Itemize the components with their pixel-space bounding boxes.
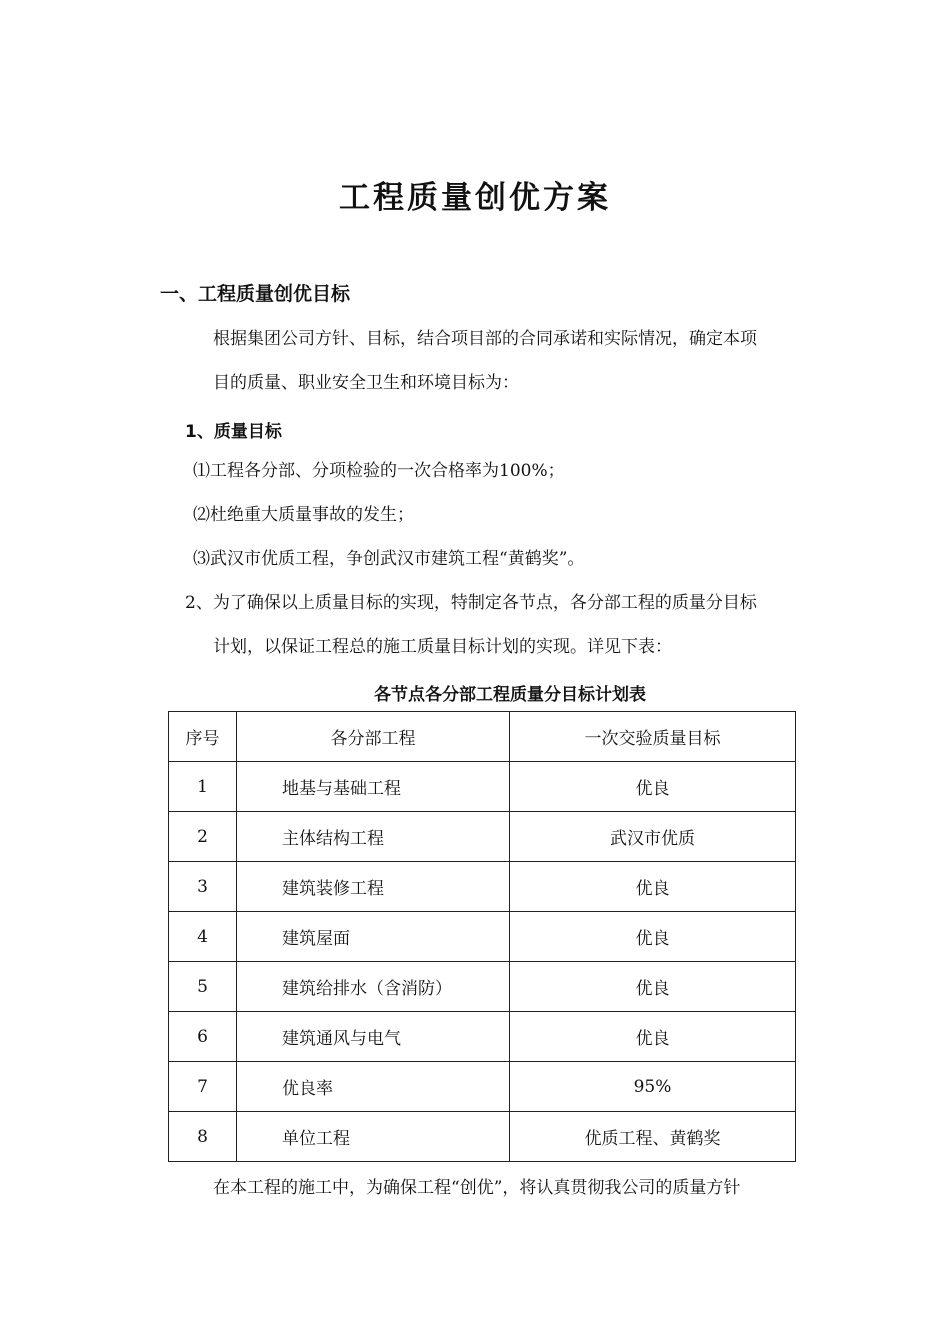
table-row — [169, 1112, 796, 1162]
intro-paragraph-line-1: 根据集团公司方针、目标，结合项目部的合同承诺和实际情况，确定本项 — [213, 329, 757, 349]
table-row — [169, 812, 796, 862]
closing-paragraph-line: 在本工程的施工中，为确保工程“创优”，将认真贯彻我公司的质量方针 — [213, 1178, 741, 1198]
table-header-row — [169, 712, 796, 762]
quality-goals-heading: 1、质量目标 — [185, 422, 282, 442]
table-row — [169, 912, 796, 962]
row-goal: 武汉市优质 — [510, 812, 796, 862]
table-title: 各节点各分部工程质量分目标计划表 — [374, 685, 646, 705]
intro-paragraph-line-2: 目的质量、职业安全卫生和环境目标为： — [213, 373, 519, 393]
table-row — [169, 1012, 796, 1062]
row-goal: 优良 — [510, 1012, 796, 1062]
table-row — [169, 1062, 796, 1112]
header-goal: 一次交验质量目标 — [510, 712, 796, 762]
row-index: 7 — [169, 1062, 237, 1112]
quality-goal-item-2: ⑵杜绝重大质量事故的发生； — [193, 505, 414, 525]
row-goal: 优良 — [510, 762, 796, 812]
row-section: 建筑通风与电气 — [237, 1012, 510, 1062]
quality-goal-item-1: ⑴工程各分部、分项检验的一次合格率为100%； — [193, 461, 565, 481]
row-section: 建筑屋面 — [237, 912, 510, 962]
section-heading: 一、工程质量创优目标 — [160, 283, 351, 305]
row-index: 4 — [169, 912, 237, 962]
row-index: 3 — [169, 862, 237, 912]
quality-goal-item-3: ⑶武汉市优质工程，争创武汉市建筑工程“黄鹤奖”。 — [193, 549, 585, 569]
plan-paragraph-line-2: 计划，以保证工程总的施工质量目标计划的实现。详见下表： — [213, 637, 672, 657]
row-section: 主体结构工程 — [237, 812, 510, 862]
row-section: 建筑给排水（含消防） — [237, 962, 510, 1012]
row-section: 地基与基础工程 — [237, 762, 510, 812]
table-row — [169, 862, 796, 912]
plan-paragraph-line-1: 2、为了确保以上质量目标的实现，特制定各节点，各分部工程的质量分目标 — [185, 593, 757, 613]
header-section: 各分部工程 — [237, 712, 510, 762]
row-index: 5 — [169, 962, 237, 1012]
quality-goals-table — [168, 711, 796, 1162]
row-goal: 95% — [510, 1062, 796, 1112]
row-index: 8 — [169, 1112, 237, 1162]
table-row — [169, 762, 796, 812]
row-index: 2 — [169, 812, 237, 862]
document-title: 工程质量创优方案 — [339, 180, 611, 216]
row-goal: 优良 — [510, 862, 796, 912]
row-goal: 优良 — [510, 912, 796, 962]
header-index: 序号 — [169, 712, 237, 762]
row-goal: 优质工程、黄鹤奖 — [510, 1112, 796, 1162]
table-row — [169, 962, 796, 1012]
row-goal: 优良 — [510, 962, 796, 1012]
row-section: 建筑装修工程 — [237, 862, 510, 912]
row-index: 6 — [169, 1012, 237, 1062]
row-section: 优良率 — [237, 1062, 510, 1112]
row-section: 单位工程 — [237, 1112, 510, 1162]
row-index: 1 — [169, 762, 237, 812]
